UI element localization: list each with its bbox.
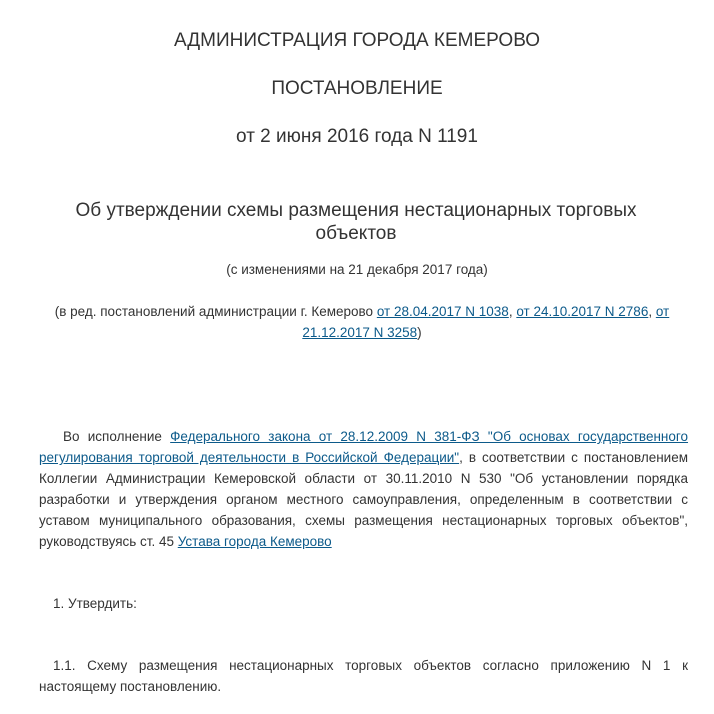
preamble-lead: Во исполнение [63,429,171,444]
edition-link-2786[interactable]: от 24.10.2017 N 2786 [516,304,649,319]
item-1-text: 1. Утвердить: [53,596,137,611]
item-1-1-text: 1.1. Схему размещения нестационарных торговых объектов согласно приложению N 1 к настоящему постановлению. [39,658,688,694]
item-1 [39,593,688,614]
federal-law-link[interactable]: Федерального закона от 28.12.2009 N 381-ФЗ "Об основах государственного регулирования торговой деятельности в Российской Федерации" [39,429,689,465]
editions-separator: , [508,304,517,319]
editions-note [36,301,688,343]
changes-note: (с изменениями на 21 декабря 2017 года) [226,262,488,277]
document-type-heading: ПОСТАНОВЛЕНИЕ [271,78,443,99]
item-1-1 [39,655,688,697]
date-number-heading: от 2 июня 2016 года N 1191 [236,126,478,147]
preamble-paragraph [39,426,688,552]
document-title: Об утверждении схемы размещения нестационарных торговых объектов [75,200,637,244]
city-charter-link[interactable]: Устава города Кемерово [177,534,332,549]
authority-heading: АДМИНИСТРАЦИЯ ГОРОДА КЕМЕРОВО [173,30,541,51]
editions-separator: , [648,304,656,319]
edition-link-1038[interactable]: от 28.04.2017 N 1038 [376,304,509,319]
editions-prefix: (в ред. постановлений администрации г. Кемерово [54,304,377,319]
edition-link-3258[interactable]: от 21.12.2017 N 3258 [302,304,670,340]
editions-suffix: ) [417,325,422,340]
preamble-body: , в соответствии с постановлением Коллегии Администрации Кемеровской области от 30.11.2010 N 530 "Об установлении порядка разработки и утверждения органом местного самоуправления, определенным в соответствии с уставом муниципального образования, схемы размещения нестационарных торговых объектов", руководствуясь ст. 45 [39,450,688,549]
